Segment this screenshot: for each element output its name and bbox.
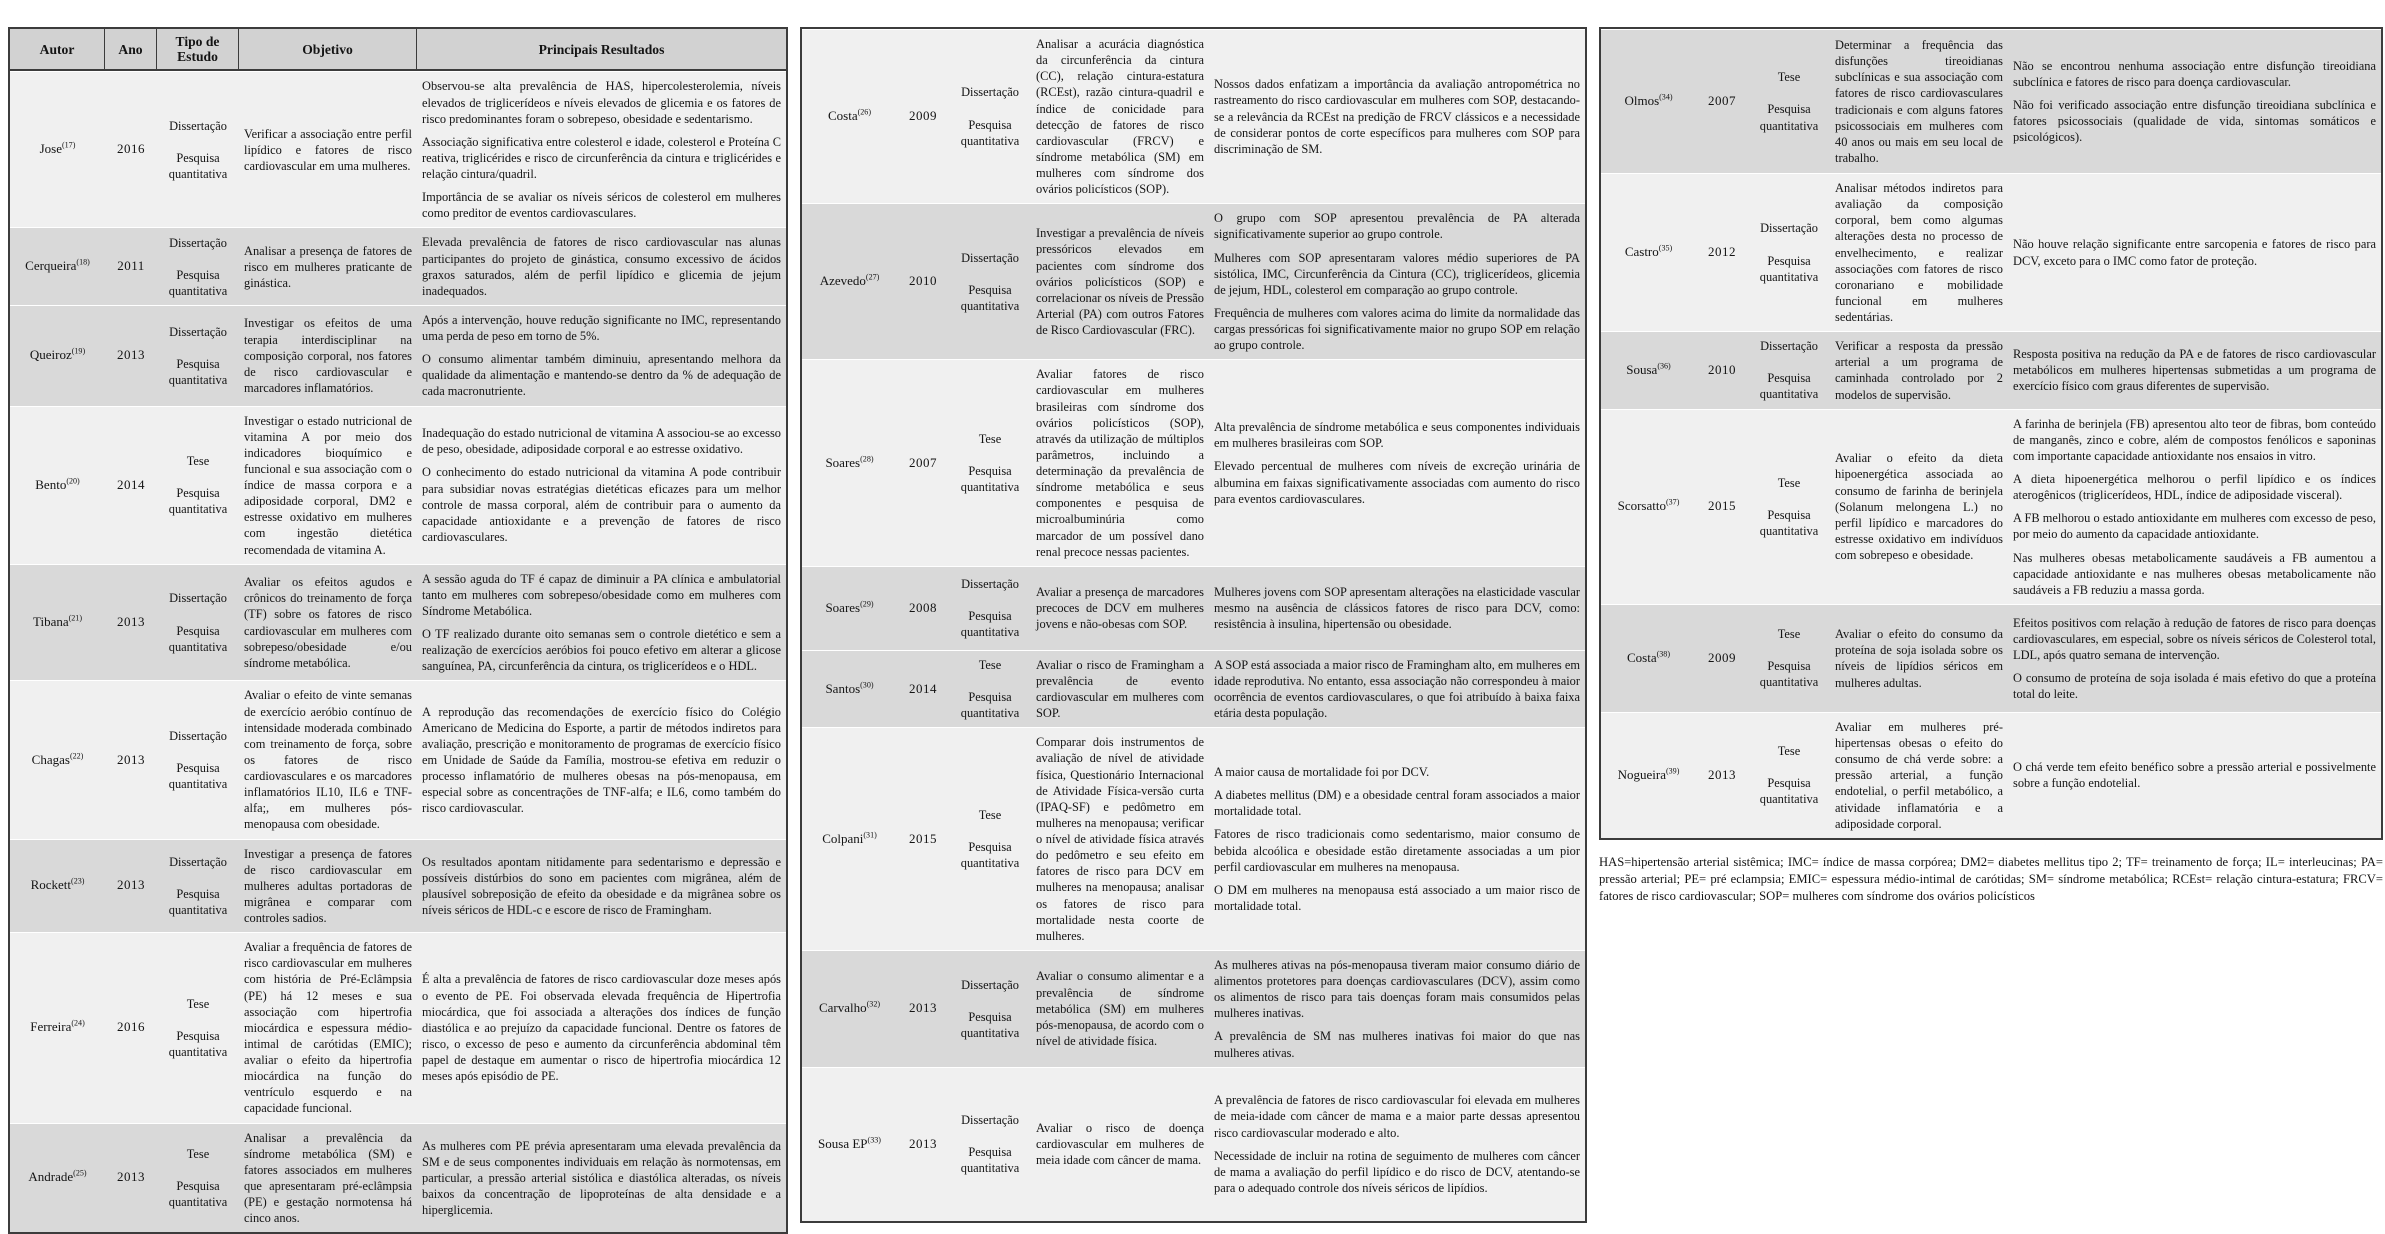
abbreviations-footnote: HAS=hipertensão arterial sistêmica; IMC= índice de massa corpórea; DM2= diabetes mellitus tipo 2; TF= treinamento de força; IL= interleucinas; PA= pressão arterial; PE= pré eclampsia; EMIC= espessura médio-intimal de carótidas; SM= síndrome metabólica; RCEst= relação cintura-estatura; FRCV= fatores de risco cardiovascular; SOP= mulheres com síndrome dos ovários policísticos <box>1599 854 2383 903</box>
study-type-cell: Dissertação Pesquisa quantitativa <box>960 977 1020 1040</box>
study-type-cell: Tese Pesquisa quantitativa <box>960 807 1020 871</box>
author-name: Sousa EP <box>818 1135 868 1151</box>
author-cell <box>1601 644 1696 673</box>
results-cell: Não houve relação significante entre sarcopenia e fatores de risco para DCV, exceto para o IMC como fator de proteção. <box>2013 237 2376 268</box>
objective-cell: Avaliar a presença de marcadores precoces de DCV em mulheres jovens e não-obesas com SOP. <box>1036 585 1204 632</box>
year-cell: 2009 <box>909 108 937 124</box>
results-cell: Após a intervenção, houve redução significante no IMC, representando uma perda de peso em torno de 5%. O consumo alimentar também diminuiu, apresentando melhora da qualidade da alimentação e mantendo-se dentro da % de adequação de cada macronutriente. <box>422 312 781 399</box>
table-row <box>1601 331 2381 409</box>
author-cell <box>802 102 897 131</box>
objective-cell: Avaliar o risco de doença cardiovascular em mulheres de meia idade com câncer de mama. <box>1036 1120 1204 1168</box>
author-ref: (37) <box>1665 497 1680 507</box>
table-row <box>1601 409 2381 604</box>
author-name: Costa <box>1626 649 1657 665</box>
study-type-cell: Dissertação Pesquisa quantitativa <box>168 118 228 181</box>
results-cell: Alta prevalência de síndrome metabólica e seus componentes individuais em mulheres brasileiras com SOP. Elevado percentual de mulheres com níveis de excreção urinária de albumina em faixas significativamente associadas com aumento do risco para eventos cardiovasculares. <box>1214 420 1580 506</box>
author-ref: (31) <box>863 830 877 840</box>
year-cell: 2013 <box>117 614 145 630</box>
third-column <box>1599 27 2383 905</box>
table-row <box>802 203 1585 359</box>
author-name: Chagas <box>31 751 70 767</box>
author-ref: (19) <box>71 346 86 356</box>
author-ref: (18) <box>76 257 90 267</box>
author-cell <box>802 675 897 704</box>
study-type-cell: Tese Pesquisa quantitativa <box>1759 475 1819 538</box>
study-type-cell: Dissertação Pesquisa quantitativa <box>1759 221 1819 284</box>
author-ref: (36) <box>1657 361 1671 371</box>
author-name: Jose <box>39 141 62 157</box>
table-row <box>10 680 786 838</box>
year-cell: 2013 <box>117 347 145 363</box>
study-type-cell: Dissertação Pesquisa quantitativa <box>168 235 228 298</box>
year-cell: 2007 <box>909 454 937 470</box>
results-cell: Observou-se alta prevalência de HAS, hipercolesterolemia, níveis elevados de triglicerídeos e níveis elevados de glicemia e os fatores de risco predominantes foram o sobrepeso, obesidade e sedentarismo. Associação significativa entre colesterol e idade, colesterol e Proteína C reativa, triglicérides e risco de circunferência da cintura e triglicérides e relação cintura/quadril. Importância de se avaliar os níveis séricos de colesterol em mulheres como preditor de eventos cardiovasculares. <box>422 79 781 221</box>
table-row <box>802 650 1585 728</box>
year-cell: 2013 <box>117 877 145 893</box>
results-cell: A SOP está associada a maior risco de Framingham alto, em mulheres em idade reprodutiva. No entanto, essa associação não correspondeu à maior ocorrência de eventos cardiovasculares, o que foi atribuído à baixa faixa etária desta população. <box>1214 657 1580 721</box>
results-cell: As mulheres ativas na pós-menopausa tiveram maior consumo diário de alimentos protetores para doenças cardiovasculares (DCV), assim como os alimentos de risco para tais doenças foram mais consumidos pelas mulheres inativas. A prevalência de SM nas mulheres inativas foi maior do que nas mulheres ativas. <box>1214 957 1580 1060</box>
objective-cell: Avaliar os efeitos agudos e crônicos do treinamento de força (TF) sobre os fatores de risco cardiovascular em mulheres com sobrepeso/obesidade e/ou síndrome metabólica. <box>244 575 412 670</box>
objective-cell: Verificar a associação entre perfil lipídico e fatores de risco cardiovascular em uma mulheres. <box>244 126 412 173</box>
author-cell <box>802 825 897 854</box>
study-type-cell: Tese Pesquisa quantitativa <box>1759 627 1819 690</box>
year-cell: 2008 <box>909 599 937 615</box>
author-cell <box>10 471 105 500</box>
author-name: Bento <box>35 476 67 492</box>
author-ref: (22) <box>69 751 84 761</box>
table-row <box>10 564 786 681</box>
table-row <box>10 932 786 1122</box>
objective-cell: Investigar a prevalência de níveis pressóricos elevados em pacientes com síndrome dos ovários policísticos (SOP) e correlacionar os níveis de Pressão Arterial (PA) com outros Fatores de Risco Cardiovascular (FRC). <box>1036 226 1204 338</box>
author-name: Rockett <box>30 877 72 893</box>
objective-cell: Avaliar o consumo alimentar e a prevalência de síndrome metabólica (SM) em mulheres pós-menopausa, de acordo com o nível de atividade física. <box>1036 969 1204 1048</box>
results-cell: As mulheres com PE prévia apresentaram uma elevada prevalência da SM e de seus componentes individuais em relação às normotensas, em particular, a pressão arterial sistólica e diastólica alteradas, os níveis baixos da concentração de lipoproteínas de alta densidade e a hiperglicemia. <box>422 1138 781 1218</box>
results-cell: O chá verde tem efeito benéfico sobre a pressão arterial e possivelmente sobre a função endotelial. <box>2013 760 2376 791</box>
author-cell <box>1601 492 1696 521</box>
author-ref: (17) <box>61 141 76 151</box>
study-type-cell: Dissertação Pesquisa quantitativa <box>960 577 1020 640</box>
year-cell: 2013 <box>909 1000 937 1016</box>
objective-cell: Avaliar a frequência de fatores de risco cardiovascular em mulheres com história de Pré-Eclâmpsia (PE) há 12 meses e sua associação com hipertrofia miocárdica e espessura médio-intimal de carótidas (EMIC); avaliar o efeito da hipertrofia miocárdica na função do ventrículo esquerdo e na capacidade funcional. <box>244 940 412 1116</box>
year-cell: 2009 <box>1708 649 1736 665</box>
objective-cell: Avaliar o risco de Framingham a prevalência de evento cardiovascular em mulheres com SOP. <box>1036 657 1204 721</box>
author-ref: (30) <box>860 680 874 690</box>
author-cell <box>10 135 105 164</box>
year-cell: 2010 <box>909 273 937 289</box>
author-ref: (20) <box>66 476 80 486</box>
results-cell: Inadequação do estado nutricional de vitamina A associou-se ao excesso de peso, obesidade, adiposidade corporal e ao estresse oxidativo. O conhecimento do estado nutricional da vitamina A pode contribuir para subsidiar novas estratégias dietéticas eficazes para um melhor controle de massa corporal, além de contribuir para o aumento da capacidade antioxidante e a prevenção de fatores de risco cardiovasculares. <box>422 426 781 544</box>
author-cell <box>802 449 897 478</box>
author-cell <box>10 341 105 370</box>
author-name: Scorsatto <box>1617 498 1666 514</box>
author-ref: (33) <box>867 1135 881 1145</box>
study-type-cell: Tese Pesquisa quantitativa <box>960 657 1020 721</box>
study-type-cell: Dissertação Pesquisa quantitativa <box>168 854 228 917</box>
study-type-cell: Tese Pesquisa quantitativa <box>168 453 228 517</box>
year-cell: 2016 <box>117 1019 145 1035</box>
author-ref: (21) <box>68 613 83 623</box>
year-cell: 2016 <box>117 141 145 157</box>
results-cell: Elevada prevalência de fatores de risco cardiovascular nas alunas participantes do projeto de ginástica, consumo excessivo de ácidos graxos saturados, além de perfil lipídico e glicemia de jejum inadequados. <box>422 235 781 298</box>
table-row <box>802 29 1585 203</box>
results-cell: Os resultados apontam nitidamente para sedentarismo e depressão e possíveis distúrbios do sono em pacientes com migrânea, além de plausível sobreposição de efeito da obesidade e da migrânea sobre os níveis séricos de HDL-c e escore de risco de Framingham. <box>422 854 781 917</box>
author-ref: (23) <box>71 877 85 887</box>
study-type-cell: Dissertação Pesquisa quantitativa <box>168 728 228 792</box>
author-name: Ferreira <box>30 1019 72 1035</box>
objective-cell: Investigar os efeitos de uma terapia interdisciplinar na composição corporal, nos fatores de risco cardiovascular e marcadores inflamatórios. <box>244 316 412 395</box>
author-name: Carvalho <box>818 1000 867 1016</box>
author-cell <box>10 252 105 281</box>
author-ref: (28) <box>860 454 874 464</box>
author-cell <box>10 871 105 900</box>
results-cell: A farinha de berinjela (FB) apresentou alto teor de fibras, bom conteúdo de manganês, zinco e cobre, além de compostos fenólicos e saponinas com importante capacidade antioxidante nos ensaios in vitro. A dieta hipoenergética melhorou o perfil lipídico e os índices aterogênicos (triglicerídeos, HDL, índice de adiposidade visceral). A FB melhorou o estado antioxidante em mulheres com excesso de peso, por meio do aumento da capacidade antioxidante. Nas mulheres obesas metabolicamente saudáveis a FB aumentou a capacidade antioxidante e nas mulheres obesas metabolicamente não saudáveis a FB reduziu a massa gorda. <box>2013 416 2376 597</box>
table-header-row <box>10 29 786 71</box>
results-cell: A reprodução das recomendações de exercício físico do Colégio Americano de Medicina do Esporte, a partir de métodos indiretos para avaliação, prescrição e monitoramento de programas de exercício físico em Unidade de Saúde da Família, mostrou-se efetiva em reduzir o processo inflamatório de mulheres obesas na pós-menopausa, em especial sobre as concentrações de TNF-alfa; e IL6, como também do risco cardiovascular. <box>422 704 781 816</box>
author-name: Sousa <box>1626 361 1658 377</box>
author-name: Queiroz <box>29 347 72 363</box>
results-cell: Efeitos positivos com relação à redução de fatores de risco para doenças cardiovasculares, em especial, sobre os níveis séricos de Colesterol total, LDL, após quatro semana de intervenção. O consumo de proteína de soja isolada é mais efetivo do que a proteína total do leite. <box>2013 615 2376 702</box>
year-cell: 2010 <box>1708 361 1736 377</box>
author-cell <box>10 746 105 775</box>
literature-table-panel-3 <box>1599 27 2383 840</box>
author-name: Costa <box>827 108 858 124</box>
year-cell: 2012 <box>1708 244 1736 260</box>
author-name: Santos <box>825 680 861 696</box>
objective-cell: Investigar a presença de fatores de risco cardiovascular em mulheres adultas portadoras de migrânea e comparar com controles sadios. <box>244 846 412 926</box>
study-type-cell: Dissertação Pesquisa quantitativa <box>168 591 228 654</box>
results-cell: A prevalência de fatores de risco cardiovascular foi elevada em mulheres de meia-idade com câncer de mama e a maior parte dessas apresentou risco cardiovascular moderado e alto. Necessidade de incluir na rotina de seguimento de mulheres com câncer de mama a avaliação do perfil lipídico e do risco de DCV, atentando-se para o adequado controle dos níveis séricos de lipídios. <box>1214 1093 1580 1195</box>
results-cell: O grupo com SOP apresentou prevalência de PA alterada significativamente superior ao grupo controle. Mulheres com SOP apresentaram valores médio superiores de PA sistólica, IMC, Circunferência da Cintura (CC), triglicerídeos, glicemia de jejum, HDL, colesterol em comparação ao grupo controle. Frequência de mulheres com valores acima do limite da normalidade das cargas pressóricas foi significativamente maior no grupo SOP em relação ao grupo controle. <box>1214 211 1580 353</box>
objective-cell: Verificar a resposta da pressão arterial a um programa de caminhada controlado por 2 modelos de supervisão. <box>1835 339 2003 402</box>
study-type-cell: Dissertação Pesquisa quantitativa <box>960 1112 1020 1176</box>
study-type-cell: Tese Pesquisa quantitativa <box>1759 744 1819 807</box>
table-row <box>1601 173 2381 331</box>
results-cell: Resposta positiva na redução da PA e de fatores de risco cardiovascular metabólicos em mulheres hipertensas submetidas a um programa de exercício físico com graus diferentes de supervisão. <box>2013 347 2376 394</box>
author-ref: (35) <box>1658 243 1673 253</box>
results-cell: Nossos dados enfatizam a importância da avaliação antropométrica no rastreamento do risco cardiovascular em mulheres com SOP, destacando-se a relevância da RCEst na predição de FRCV clássicos e a necessidade de considerar pontos de corte específicos para mulheres com SOP para discriminação de SM. <box>1214 77 1580 156</box>
author-name: Colpani <box>822 830 864 846</box>
objective-cell: Avaliar fatores de risco cardiovascular em mulheres brasileiras com síndrome dos ovários policísticos (SOP), através da utilização de múltiplos parâmetros, incluindo a determinação da prevalência de síndrome metabólica e seus componentes e pesquisa de microalbuminúria como marcador de um possível dano renal precoce nessas pacientes. <box>1036 367 1204 559</box>
table-row <box>802 727 1585 950</box>
author-cell <box>10 1163 105 1192</box>
column-header-objetivo: Objetivo <box>239 29 417 69</box>
column-header-tipo-de-estudo: Tipo de Estudo <box>157 29 239 69</box>
column-header-principais-resultados: Principais Resultados <box>538 41 665 57</box>
objective-cell: Avaliar em mulheres pré-hipertensas obesas o efeito do consumo de chá verde sobre: a pressão arterial, a função endotelial, o perfil metabólico, a atividade inflamatória e a adiposidade corporal. <box>1835 719 2003 831</box>
objective-cell: Investigar o estado nutricional de vitamina A por meio dos indicadores bioquímico e funcional e sua associação com o índice de massa corpora e a adiposidade corporal, DM2 e estresse oxidativo em mulheres com ingestão dietética recomendada de vitamina A. <box>244 413 412 557</box>
table-row <box>10 305 786 406</box>
author-cell <box>10 608 105 637</box>
author-name: Andrade <box>28 1169 74 1185</box>
study-type-cell: Dissertação Pesquisa quantitativa <box>960 85 1020 148</box>
table-row <box>1601 29 2381 173</box>
literature-table-panel-1 <box>8 27 788 1234</box>
table-row <box>802 1067 1585 1221</box>
objective-cell: Analisar a prevalência da síndrome metabólica (SM) e fatores associados em mulheres que apresentaram pré-eclâmpsia (PE) e gestação normotensa há cinco anos. <box>244 1130 412 1226</box>
year-cell: 2014 <box>117 476 145 492</box>
literature-table-panel-2 <box>800 27 1587 1223</box>
author-cell <box>802 994 897 1023</box>
author-name: Soares <box>825 454 861 470</box>
objective-cell: Avaliar o efeito da dieta hipoenergética associada ao consumo de farinha de berinjela (Solanum melongena L.) no perfil lipídico e marcadores do estresse oxidativo em indivíduos com sobrepeso e obesidade. <box>1835 451 2003 563</box>
author-ref: (25) <box>73 1169 87 1179</box>
study-type-cell: Tese Pesquisa quantitativa <box>168 1146 228 1209</box>
author-ref: (26) <box>857 107 872 117</box>
objective-cell: Analisar métodos indiretos para avaliação da composição corporal, bem como algumas alterações desta no processo de envelhecimento, e realizar associações com fatores de risco coronariano e mobilidade funcional em mulheres sedentárias. <box>1835 181 2003 324</box>
author-ref: (27) <box>865 272 880 282</box>
results-cell: A maior causa de mortalidade foi por DCV. A diabetes mellitus (DM) e a obesidade central foram associados a maior mortalidade total. Fatores de risco tradicionais como sedentarismo, maior consumo de bebida alcoólica e obesidade estão diretamente associadas a um pior perfil cardiovascular em mulheres na menopausa. O DM em mulheres na menopausa está associado a um maior risco de mortalidade total. <box>1214 765 1580 913</box>
author-name: Castro <box>1624 244 1659 260</box>
results-cell: Mulheres jovens com SOP apresentam alterações na elasticidade vascular mesmo na ausência de clássicos fatores de risco para DCV, como: resistência à insulina, hipertensão ou obesidade. <box>1214 585 1580 632</box>
author-cell <box>1601 238 1696 267</box>
results-cell: Não se encontrou nenhuma associação entre disfunção tireoidiana subclínica e fatores de risco para doença cardiovascular. Não foi verificado associação entre disfunção tireoidiana subclínica e fatores psicossociais (qualidade de vida, sintomas somáticos e psicológicos). <box>2013 58 2376 145</box>
table-row <box>802 359 1585 566</box>
study-type-cell: Dissertação Pesquisa quantitativa <box>960 250 1020 313</box>
table-row <box>10 227 786 305</box>
author-cell <box>802 1130 897 1159</box>
author-cell <box>10 1013 105 1042</box>
table-row <box>10 406 786 564</box>
author-cell <box>802 594 897 623</box>
study-type-cell: Dissertação Pesquisa quantitativa <box>168 324 228 387</box>
author-name: Azevedo <box>819 273 866 289</box>
author-ref: (32) <box>866 999 881 1009</box>
author-name: Olmos <box>1624 93 1660 109</box>
author-ref: (29) <box>860 599 874 609</box>
objective-cell: Avaliar o efeito de vinte semanas de exercício aeróbio contínuo de intensidade moderada combinado com treinamento de força, sobre os fatores de risco cardiovasculares e os marcadores inflamatórios IL10, IL6 e TNF-alfa;, em mulheres pós-menopausa com obesidade. <box>244 688 412 832</box>
objective-cell: Avaliar o efeito do consumo da proteína de soja isolada sobre os níveis de lipídios séricos em mulheres adultas. <box>1835 627 2003 690</box>
column-header-ano: Ano <box>105 29 157 69</box>
author-ref: (34) <box>1659 92 1673 102</box>
author-ref: (24) <box>71 1019 85 1029</box>
year-cell: 2011 <box>117 258 145 274</box>
table-row <box>10 1123 786 1233</box>
year-cell: 2013 <box>117 1169 145 1185</box>
year-cell: 2007 <box>1708 93 1736 109</box>
table-row <box>1601 604 2381 712</box>
study-type-cell: Tese Pesquisa quantitativa <box>960 431 1020 495</box>
year-cell: 2015 <box>1708 498 1736 514</box>
study-type-cell: Tese Pesquisa quantitativa <box>168 996 228 1059</box>
author-name: Tibana <box>32 614 69 630</box>
author-ref: (39) <box>1665 766 1680 776</box>
objective-cell: Determinar a frequência das disfunções tireoidianas subclínicas e sua associação com fatores de risco cardiovasculares tradicionais e com alguns fatores psicossociais em mulheres com 40 anos ou mais em seu local de trabalho. <box>1835 38 2003 165</box>
author-cell <box>1601 87 1696 116</box>
objective-cell: Analisar a acurácia diagnóstica da circunferência da cintura (CC), relação cintura-estatura (RCEst), razão cintura-quadril e índice de conicidade para detecção de fatores de risco cardiovascular (FRCV) e síndrome metabólica (SM) em mulheres com síndrome dos ovários policísticos (SOP). <box>1036 37 1204 197</box>
year-cell: 2013 <box>1708 766 1736 782</box>
table-row <box>10 839 786 933</box>
author-cell <box>802 267 897 296</box>
year-cell: 2013 <box>117 751 145 767</box>
year-cell: 2014 <box>909 680 937 696</box>
year-cell: 2015 <box>909 830 937 846</box>
study-type-cell: Tese Pesquisa quantitativa <box>1759 70 1819 133</box>
author-name: Soares <box>825 599 861 615</box>
study-type-cell: Dissertação Pesquisa quantitativa <box>1759 339 1819 402</box>
table-row <box>1601 712 2381 838</box>
table-row <box>802 566 1585 650</box>
objective-cell: Comparar dois instrumentos de avaliação de nível de atividade física, Questionário Internacional de Atividade Física-versão curta (IPAQ-SF) e pedômetro em mulheres na menopausa; verificar o nível de atividade física através do pedômetro e seu efeito em fatores de risco para DCV em mulheres na menopausa; analisar os fatores de risco para mortalidade nesta coorte de mulheres. <box>1036 735 1204 943</box>
table-row <box>802 950 1585 1067</box>
author-cell <box>1601 761 1696 790</box>
author-name: Nogueira <box>1617 766 1666 782</box>
author-cell <box>1601 356 1696 385</box>
results-cell: A sessão aguda do TF é capaz de diminuir a PA clínica e ambulatorial tanto em mulheres com sobrepeso/obesidade como em mulheres com Síndrome Metabólica. O TF realizado durante oito semanas sem o controle dietético e sem a realização de exercícios aeróbios foi pouco efetivo em alterar a glicose sanguínea, PA, circunferência da cintura, os triglicerídeos e o HDL. <box>422 571 781 674</box>
column-header-autor: Autor <box>10 29 105 69</box>
objective-cell: Analisar a presença de fatores de risco em mulheres praticante de ginástica. <box>244 243 412 290</box>
table-row <box>10 71 786 227</box>
year-cell: 2013 <box>909 1135 937 1151</box>
author-ref: (38) <box>1656 649 1671 659</box>
results-cell: É alta a prevalência de fatores de risco cardiovascular doze meses após o evento de PE. Foi observada elevada frequência de Hipertrofia miocárdica, que foi associada a alterações dos índices de função diastólica e ao prejuízo da capacidade funcional. Dentre os fatores de risco, o excesso de peso e aumento da circunferência abdominal têm papel de destaque em aumentar o risco de hipertrofia miocárdica 12 meses após episódio de PE. <box>422 972 781 1084</box>
author-name: Cerqueira <box>25 258 77 274</box>
